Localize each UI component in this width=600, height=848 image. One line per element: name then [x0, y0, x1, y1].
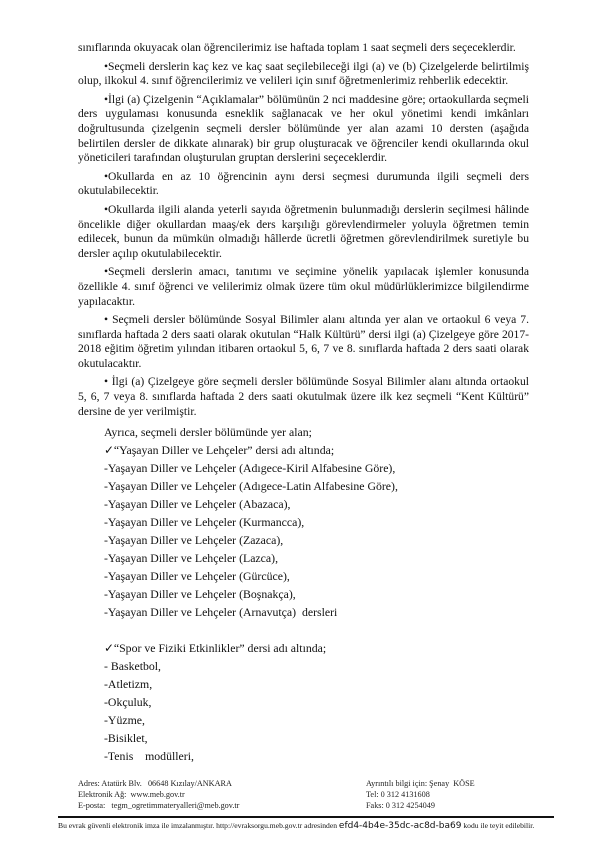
verification-code: efd4-4b4e-35dc-ac8d-ba69: [338, 821, 462, 831]
paragraph: • İlgi (a) Çizelgeye göre seçmeli dersler bölümünde Sosyal Bilimler alanı altında ortaokul 5, 6, 7 veya 8. sınıflarda haftada 2 ders saati okutulmak üzere ilk kez seçmeli “Kent Kültürü” dersine de yer verilmiştir.: [78, 375, 529, 418]
languages-heading: ✓“Yaşayan Diller ve Lehçeler” dersi adı altında;: [104, 443, 335, 458]
footer-divider: [58, 816, 554, 818]
list-item: -Bisiklet,: [104, 731, 148, 746]
footer-web: Elektronik Ağ: www.meb.gov.tr: [78, 790, 185, 799]
list-item: -Yaşayan Diller ve Lehçeler (Zazaca),: [104, 533, 284, 548]
sports-heading: ✓“Spor ve Fiziki Etkinlikler” dersi adı altında;: [104, 641, 327, 656]
list-item: -Yaşayan Diller ve Lehçeler (Arnavutça) dersleri: [104, 605, 338, 620]
verification-line: [58, 820, 558, 832]
list-item: -Yaşayan Diller ve Lehçeler (Boşnakça),: [104, 587, 296, 602]
list-item: -Yaşayan Diller ve Lehçeler (Gürcüce),: [104, 569, 290, 584]
footer-fax: Faks: 0 312 4254049: [366, 801, 435, 810]
paragraph: •İlgi (a) Çizelgenin “Açıklamalar” bölümünün 2 nci maddesine göre; ortaokullarda seçmeli ders uygulaması konusunda esneklik sağlanacak ve her okul yönetimi kendi imkânları doğrultusunda çizelgenin seçmeli dersler bölümünde yer alan azami 10 dersten (aşağıda belirtilen dersler de dikkate alınarak) bir grup oluşturacak ve öğrenciler kendi okullarında okul yöneticileri tarafından oluşturulan gruptan derslerini seçeceklerdir.: [78, 92, 529, 165]
document-body: [78, 41, 529, 765]
verification-suffix: kodu ile teyit edilebilir.: [463, 821, 535, 830]
footer-email: E-posta: tegm_ogretimmateryalleri@meb.gov.tr: [78, 801, 240, 810]
elective-lists: [78, 423, 529, 765]
list-item: -Yaşayan Diller ve Lehçeler (Adıgece-Latin Alfabesine Göre),: [104, 479, 398, 494]
spacer: [104, 621, 529, 639]
list-intro: Ayrıca, seçmeli dersler bölümünde yer alan;: [104, 425, 312, 440]
list-item: -Yaşayan Diller ve Lehçeler (Adıgece-Kiril Alfabesine Göre),: [104, 461, 396, 476]
list-item: -Tenis modülleri,: [104, 749, 194, 764]
paragraph: •Seçmeli derslerin kaç kez ve kaç saat seçilebileceği ilgi (a) ve (b) Çizelgelerde belirtilmiş olup, ilkokul 4. sınıf öğrencilerimiz ve velileri için sınıf öğretmenlerimiz rehberlik edecektir.: [78, 59, 529, 88]
list-item: - Basketbol,: [104, 659, 162, 674]
verification-prefix: Bu evrak güvenli elektronik imza ile imzalanmıştır. http://evraksorgu.meb.gov.tr adresinden: [58, 821, 337, 830]
footer-address-block: [78, 778, 338, 811]
paragraph: •Seçmeli derslerin amacı, tanıtımı ve seçimine yönelik yapılacak işlemler konusunda özellikle 4. sınıf öğrenci ve velilerimiz olmak üzere tüm okul müdürlüklerimizce bilgilendirme yapılacaktır.: [78, 265, 529, 308]
list-item: -Yaşayan Diller ve Lehçeler (Lazca),: [104, 551, 279, 566]
footer-tel: Tel: 0 312 4131608: [366, 790, 430, 799]
list-item: -Yüzme,: [104, 713, 145, 728]
footer-address: Adres: Atatürk Blv. 06648 Kızılay/ANKARA: [78, 779, 232, 788]
list-item: -Okçuluk,: [104, 695, 152, 710]
footer-contact-person: Ayrıntılı bilgi için: Şenay KÖSE: [366, 779, 475, 788]
list-item: -Yaşayan Diller ve Lehçeler (Abazaca),: [104, 497, 291, 512]
paragraph: •Okullarda ilgili alanda yeterli sayıda öğretmenin bulunmadığı derslerin seçilmesi hâlinde öncelikle diğer okullardan maaş/ek ders karşılığı görevlendirmeler yoluyla öğretmen temin edilecek, bunun da mümkün olmadığı hâllerde ücretli öğretmen görevlendirilmek suretiyle bu dersler açılıp okutulabilecektir.: [78, 202, 529, 260]
paragraph: sınıflarında okuyacak olan öğrencilerimiz ise haftada toplam 1 saat seçmeli ders seçeceklerdir.: [78, 41, 516, 54]
paragraph: • Seçmeli dersler bölümünde Sosyal Bilimler alanı altında yer alan ve ortaokul 6 veya 7. sınıflarda haftada 2 ders saati olarak okutulan “Halk Kültürü” dersi ilgi (a) Çizelgeye göre 2017-2018 eğitim öğretim yılından itibaren ortaokul 5, 6, 7 ve 8. sınıflarda haftada 2 ders saati olarak okutulacaktır.: [78, 313, 529, 370]
footer-contact-block: [366, 778, 546, 811]
paragraph: •Okullarda en az 10 öğrencinin aynı dersi seçmesi durumunda ilgili seçmeli ders okutulabilecektir.: [78, 169, 529, 198]
list-item: -Atletizm,: [104, 677, 153, 692]
list-item: -Yaşayan Diller ve Lehçeler (Kurmancca),: [104, 515, 305, 530]
